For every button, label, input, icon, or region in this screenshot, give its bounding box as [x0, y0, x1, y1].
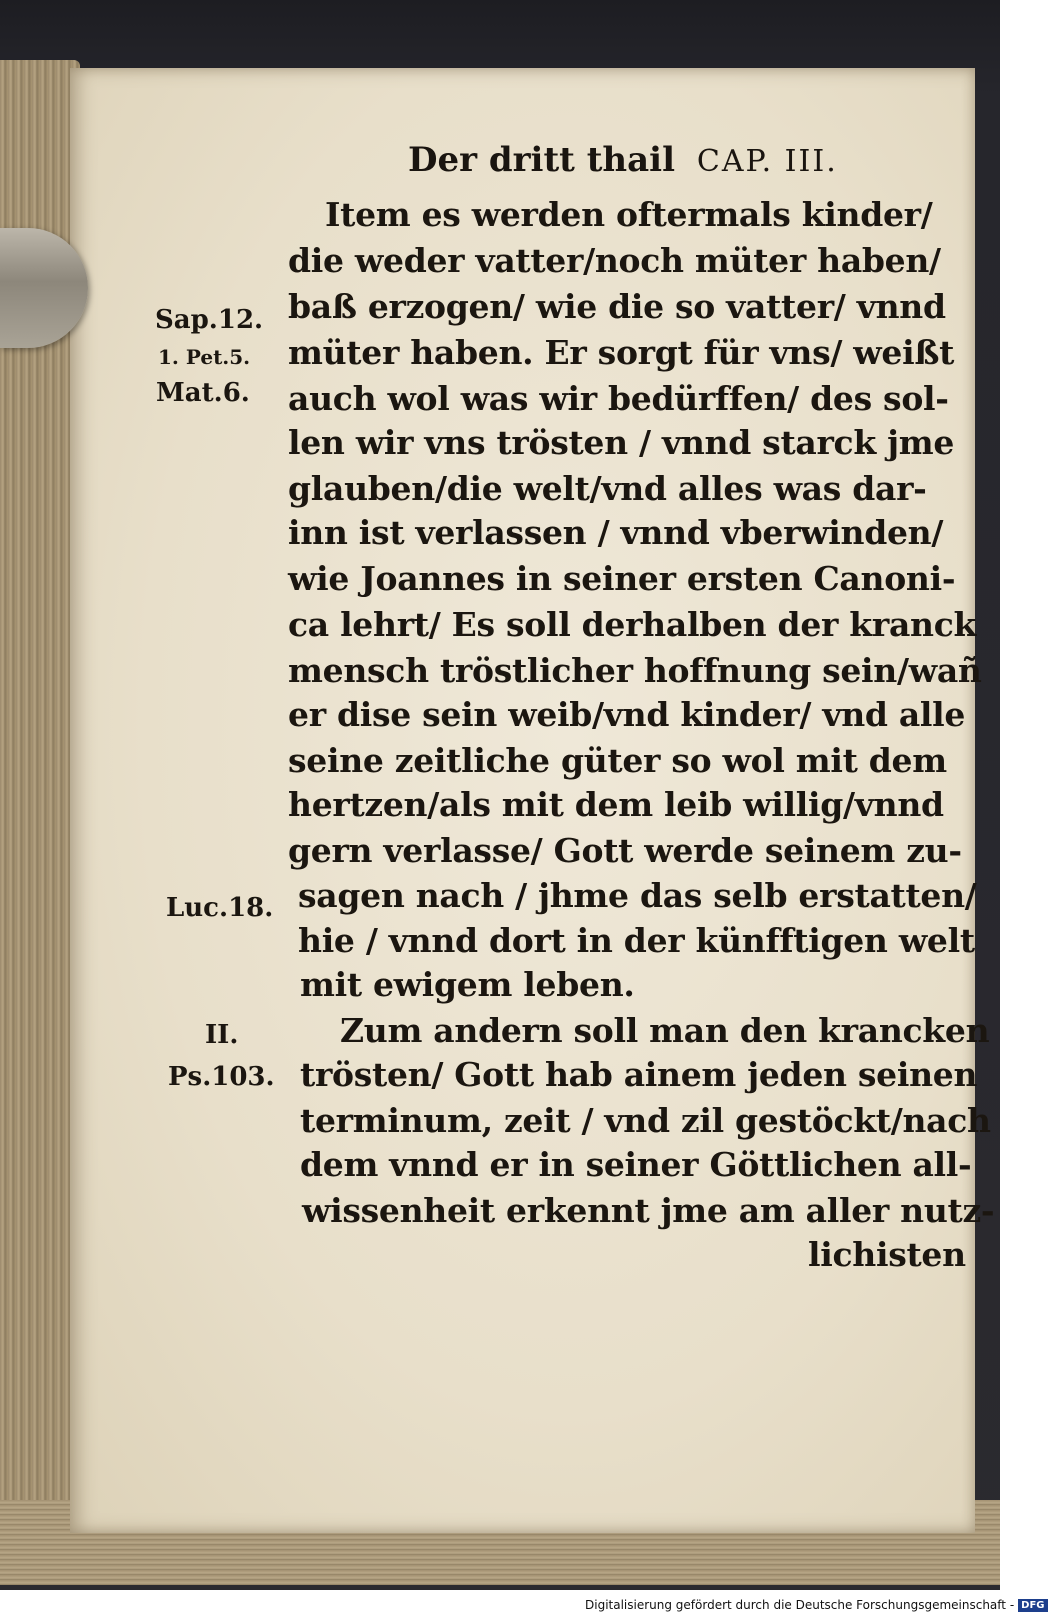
text-line: die weder vatter/noch müter haben/ [288, 241, 941, 280]
margin-note: Ps.103. [168, 1062, 275, 1092]
text-line: auch wol was wir bedürffen/ des sol- [288, 379, 949, 418]
text-line: trösten/ Gott hab ainem jeden seinen [300, 1055, 978, 1094]
margin-note: Luc.18. [166, 893, 274, 923]
running-header [408, 140, 888, 190]
margin-note: 1. Pet.5. [158, 345, 251, 369]
text-line: glauben/die welt/vnd alles was dar- [288, 469, 927, 508]
text-line: müter haben. Er sorgt für vns/ weißt [288, 333, 955, 372]
text-line: mensch tröstlicher hoffnung sein/wañ [288, 651, 982, 690]
text-line: wissenheit erkennt jme am aller nutz- [302, 1191, 995, 1230]
text-line: dem vnnd er in seiner Göttlichen all- [300, 1145, 972, 1184]
funding-text: Digitalisierung gefördert durch die Deutsche Forschungsgemeinschaft - [585, 1598, 1015, 1612]
funding-footer [585, 1598, 1045, 1618]
text-line: ca lehrt/ Es soll derhalben der kranck [288, 605, 977, 644]
text-line: inn ist verlassen / vnnd vberwinden/ [288, 513, 944, 552]
margin-note: II. [205, 1020, 239, 1050]
running-title: Der dritt thail [408, 140, 676, 180]
text-line: baß erzogen/ wie die so vatter/ vnnd [288, 287, 946, 326]
margin-note: Mat.6. [156, 378, 250, 408]
text-line: wie Joannes in seiner ersten Canoni- [288, 559, 956, 598]
text-line: hie / vnnd dort in der künfftigen welt [298, 921, 975, 960]
text-line: len wir vns trösten / vnnd starck jme [288, 423, 955, 462]
text-line: mit ewigem leben. [300, 965, 635, 1004]
chapter-label: CAP. III. [696, 144, 838, 179]
text-line: gern verlasse/ Gott werde seinem zu- [288, 831, 962, 870]
catchword: lichisten [808, 1235, 966, 1274]
text-line: sagen nach / jhme das selb erstatten/ [298, 876, 977, 915]
text-line: terminum, zeit / vnd zil gestöckt/nach [300, 1101, 991, 1140]
text-line: Item es werden oftermals kinder/ [325, 195, 933, 234]
text-line: hertzen/als mit dem leib willig/vnnd [288, 785, 944, 824]
text-line: seine zeitliche güter so wol mit dem [288, 741, 947, 780]
text-line: er dise sein weib/vnd kinder/ vnd alle [288, 695, 966, 734]
text-line: Zum andern soll man den krancken [340, 1011, 990, 1050]
dfg-logo: DFG [1018, 1599, 1047, 1612]
margin-note: Sap.12. [155, 305, 264, 335]
